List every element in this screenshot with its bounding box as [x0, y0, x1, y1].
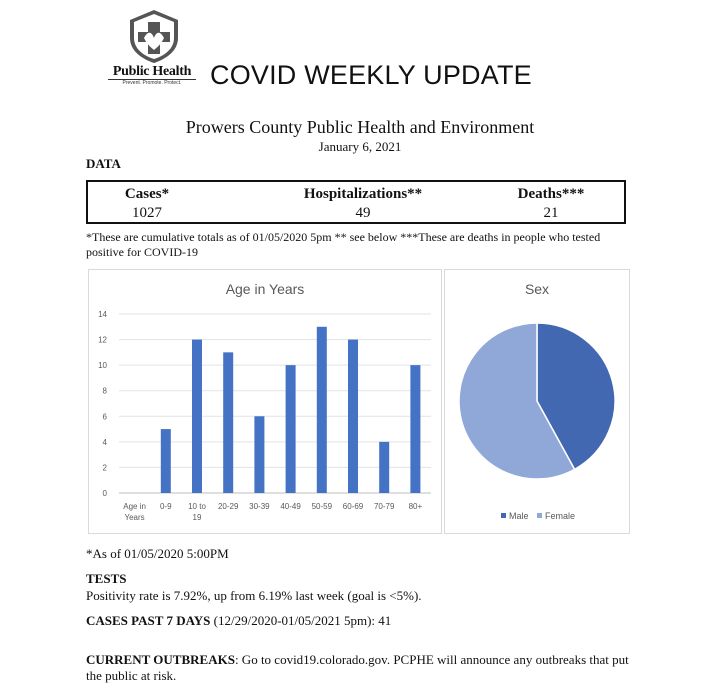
- stats-footnote: *These are cumulative totals as of 01/05/2020 5pm ** see below ***These are deaths in people who tested positive for COVID-19: [86, 230, 601, 259]
- outbreaks-label: CURRENT OUTBREAKS: [86, 652, 235, 667]
- x-tick-label: 80+: [408, 502, 423, 511]
- y-tick-label: 6: [102, 412, 107, 422]
- x-tick-label: 10 to: [188, 502, 206, 511]
- legend-label: Female: [545, 511, 576, 521]
- bar: [254, 416, 264, 493]
- bar: [348, 340, 358, 493]
- report-date: January 6, 2021: [318, 139, 402, 154]
- legend-swatch: [501, 513, 506, 518]
- bar: [161, 429, 171, 493]
- bar: [286, 365, 296, 493]
- logo-text-block: [108, 64, 196, 87]
- y-tick-label: 2: [102, 463, 107, 473]
- x-tick-label: 20-29: [217, 502, 239, 511]
- stat-label: Hospitalizations**: [303, 186, 423, 202]
- cases-past-text: (12/29/2020-01/05/2021 5pm): 41: [210, 613, 392, 628]
- age-chart-title: Age in Years: [225, 281, 305, 297]
- legend-swatch: [537, 513, 542, 518]
- y-tick-label: 4: [102, 437, 107, 447]
- x-tick-label: Age in: [123, 502, 146, 511]
- logo-name: Public Health: [112, 64, 192, 79]
- logo-tagline: Prevent. Promote. Protect.: [108, 79, 196, 87]
- y-tick-label: 12: [98, 335, 107, 345]
- bar: [410, 365, 420, 493]
- bar: [379, 442, 389, 493]
- stat-value: 49: [355, 205, 371, 221]
- page-headline: COVID WEEKLY UPDATE: [210, 60, 532, 90]
- x-tick-label: 19: [192, 513, 202, 522]
- y-tick-label: 14: [98, 310, 107, 319]
- sex-pie-chart: [445, 270, 629, 533]
- sex-chart-panel: [444, 269, 630, 534]
- age-bar-chart: [89, 270, 441, 533]
- outbreaks-paragraph: [86, 652, 646, 684]
- y-tick-label: 0: [102, 489, 107, 498]
- outbreaks-text: : Go to covid19.colorado.gov. PCPHE will announce any outbreaks that put the public at risk.: [86, 652, 629, 683]
- stat-label: Deaths***: [517, 186, 585, 202]
- stat-deaths: [486, 186, 616, 222]
- stat-value: 21: [543, 205, 559, 221]
- cases-past-label: CASES PAST 7 DAYS: [86, 613, 211, 628]
- as-of-note: *As of 01/05/2020 5:00PM: [86, 546, 229, 561]
- data-section-label: DATA: [86, 156, 121, 171]
- x-tick-label: 30-39: [249, 502, 270, 511]
- tests-text: Positivity rate is 7.92%, up from 6.19% last week (goal is <5%).: [86, 588, 422, 603]
- bar: [317, 327, 327, 493]
- y-tick-label: 8: [102, 386, 107, 396]
- public-health-logo-icon: [126, 8, 182, 64]
- age-chart-panel: [88, 269, 442, 534]
- x-tick-label: 40-49: [280, 502, 301, 511]
- stat-label: Cases*: [124, 186, 170, 202]
- x-tick-label: 70-79: [373, 502, 395, 511]
- y-tick-label: 10: [98, 361, 107, 371]
- stats-box: [86, 180, 626, 224]
- tests-label: TESTS: [86, 571, 127, 586]
- stat-value: 1027: [132, 205, 162, 221]
- bar: [192, 340, 202, 493]
- stat-cases: [92, 186, 202, 222]
- bar: [223, 352, 233, 493]
- sex-chart-title: Sex: [524, 281, 550, 297]
- cases-past-line: [86, 613, 391, 629]
- stat-hospitalizations: [268, 186, 458, 222]
- x-tick-label: Years: [124, 513, 145, 522]
- x-tick-label: 50-59: [311, 502, 333, 511]
- x-tick-label: 0-9: [160, 502, 172, 511]
- organization-name: Prowers County Public Health and Environment: [185, 117, 535, 137]
- legend-label: Male: [509, 511, 529, 521]
- x-tick-label: 60-69: [342, 502, 364, 511]
